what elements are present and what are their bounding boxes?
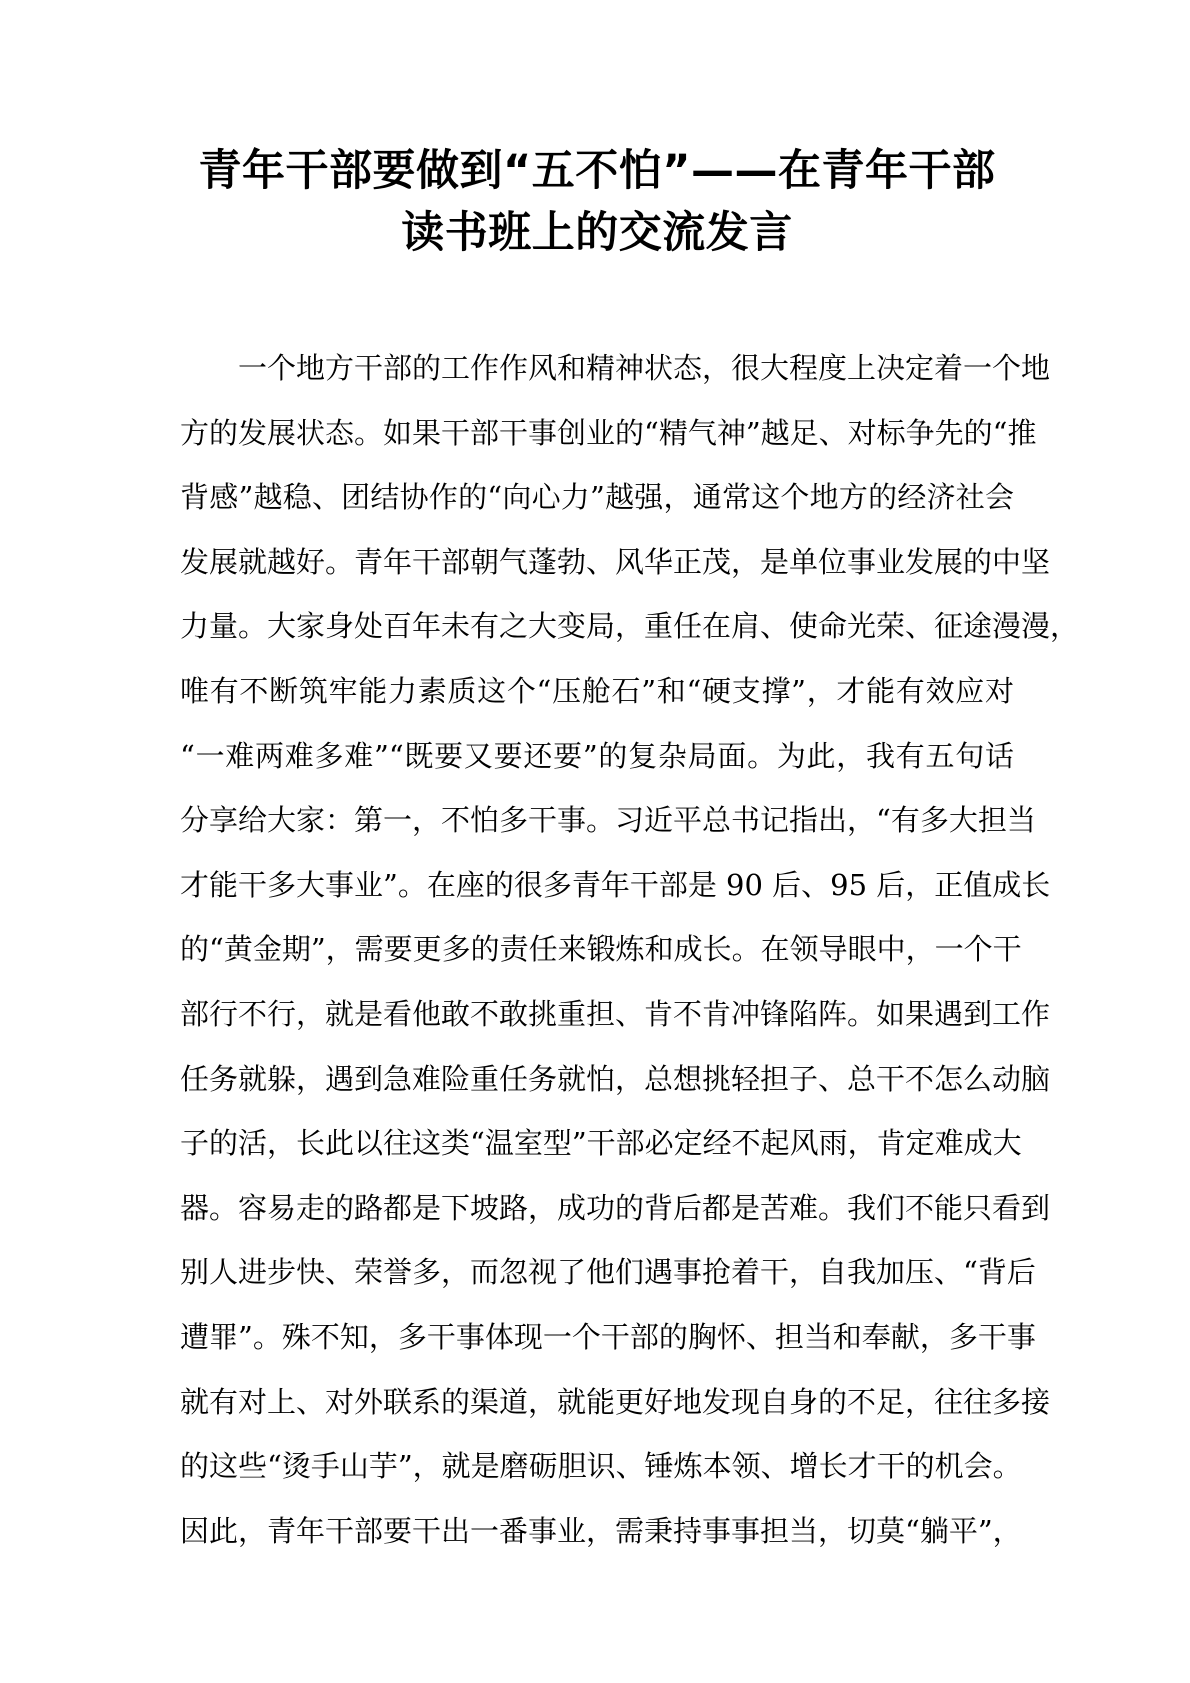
document-title bbox=[180, 140, 1014, 264]
paragraph-line: 的“黄金期”，需要更多的责任来锻炼和成长。在领导眼中，一个干 bbox=[180, 932, 1022, 967]
paragraph-line: 才能干多大事业”。在座的很多青年干部是 90 后、95 后，正值成长 bbox=[180, 867, 1051, 902]
paragraph-line: 因此，青年干部要干出一番事业，需秉持事事担当，切莫“躺平”， bbox=[180, 1513, 1022, 1548]
paragraph-line: 一个地方干部的工作作风和精神状态，很大程度上决定着一个地 bbox=[238, 351, 1051, 385]
paragraph-line: 力量。大家身处百年未有之大变局，重任在肩、使命光荣、征途漫漫， bbox=[180, 609, 1080, 644]
paragraph-line: 发展就越好。青年干部朝气蓬勃、风华正茂，是单位事业发展的中坚 bbox=[180, 544, 1051, 579]
paragraph-line: 任务就躲，遇到急难险重任务就怕，总想挑轻担子、总干不怎么动脑 bbox=[180, 1061, 1051, 1096]
paragraph-line: 背感”越稳、团结协作的“向心力”越强，通常这个地方的经济社会 bbox=[180, 480, 1014, 515]
paragraph-line: 就有对上、对外联系的渠道，就能更好地发现自身的不足，往往多接 bbox=[180, 1384, 1051, 1419]
paragraph-line: 子的活，长此以往这类“温室型”干部必定经不起风雨，肯定难成大 bbox=[180, 1126, 1022, 1161]
paragraph-line: 方的发展状态。如果干部干事创业的“精气神”越足、对标争先的“推 bbox=[180, 415, 1037, 450]
paragraph-line: 器。容易走的路都是下坡路，成功的背后都是苦难。我们不能只看到 bbox=[180, 1190, 1051, 1225]
paragraph-line: 遭罪”。殊不知，多干事体现一个干部的胸怀、担当和奉献，多干事 bbox=[180, 1319, 1036, 1354]
paragraph-line: 别人进步快、荣誉多，而忽视了他们遇事抢着干，自我加压、“背后 bbox=[180, 1255, 1036, 1290]
paragraph-line: 的这些“烫手山芋”，就是磨砺胆识、锤炼本领、增长才干的机会。 bbox=[180, 1449, 1022, 1484]
title-line: 青年干部要做到“五不怕”——在青年干部 bbox=[198, 146, 996, 196]
paragraph-line: 分享给大家：第一，不怕多干事。习近平总书记指出，“有多大担当 bbox=[180, 803, 1036, 838]
body-paragraph bbox=[180, 336, 1080, 1563]
paragraph-line: 部行不行，就是看他敢不敢挑重担、肯不肯冲锋陷阵。如果遇到工作 bbox=[180, 996, 1051, 1031]
paragraph-line: “一难两难多难”“既要又要还要”的复杂局面。为此，我有五句话 bbox=[180, 738, 1014, 773]
paragraph-line: 唯有不断筑牢能力素质这个“压舱石”和“硬支撑”，才能有效应对 bbox=[180, 673, 1014, 708]
title-line: 读书班上的交流发言 bbox=[401, 208, 793, 258]
